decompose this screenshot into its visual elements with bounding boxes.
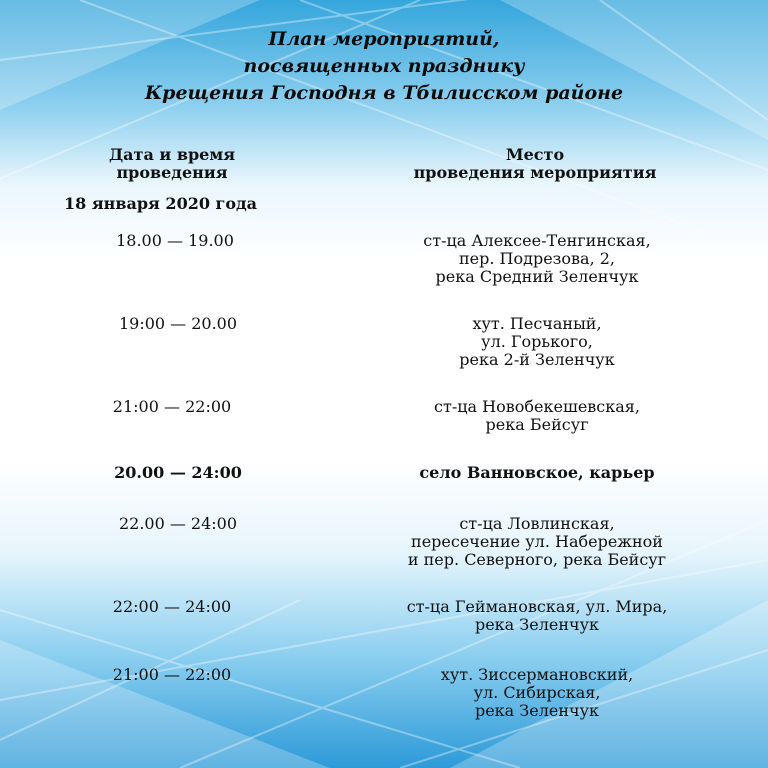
event-place — [372, 666, 702, 720]
event-place-line: село Ванновское, карьер — [419, 463, 655, 482]
event-place-line: пересечение ул. Набережной — [411, 532, 663, 551]
event-time: 19:00 — 20.00 — [118, 314, 238, 333]
title-line-3: Крещения Господня в Тбилисском районе — [144, 82, 624, 104]
event-place-line: река Бейсуг — [485, 415, 589, 434]
event-place-line: река Средний Зеленчук — [435, 267, 639, 286]
page-title — [0, 26, 768, 107]
event-place — [372, 598, 702, 634]
event-place-line: река Зеленчук — [474, 615, 600, 634]
header-place-line-2: проведения мероприятия — [413, 163, 657, 182]
event-place — [372, 398, 702, 434]
event-place-line: хут. Зиссермановский, — [440, 665, 634, 684]
event-place — [372, 315, 702, 369]
event-place — [372, 464, 702, 482]
date-heading: 18 января 2020 года — [64, 194, 258, 213]
event-place — [372, 515, 702, 569]
event-place — [372, 232, 702, 286]
event-place-line: ст-ца Ловлинская, — [459, 514, 615, 533]
header-place-line-1: Место — [505, 145, 565, 164]
header-date-line-2: проведения — [116, 163, 228, 182]
header-date-line-1: Дата и время — [108, 145, 236, 164]
event-time: 21:00 — 22:00 — [112, 397, 232, 416]
event-time: 21:00 — 22:00 — [112, 665, 232, 684]
event-time: 22.00 — 24:00 — [118, 514, 238, 533]
event-time: 20.00 — 24:00 — [114, 463, 242, 482]
event-time: 18.00 — 19.00 — [116, 231, 234, 250]
event-place-line: ст-ца Новобекешевская, — [434, 397, 640, 416]
event-place-line: ст-ца Геймановская, ул. Мира, — [406, 597, 668, 616]
event-place-line: ул. Сибирская, — [473, 683, 601, 702]
event-place-line: ст-ца Алексее-Тенгинская, — [423, 231, 651, 250]
title-line-2: посвященных празднику — [243, 55, 525, 77]
event-time: 22:00 — 24:00 — [112, 597, 232, 616]
event-place-line: хут. Песчаный, — [472, 314, 602, 333]
event-place-line: и пер. Северного, река Бейсуг — [407, 550, 667, 569]
header-place — [385, 146, 685, 182]
title-line-1: План мероприятий, — [268, 28, 500, 50]
event-place-line: река Зеленчук — [474, 701, 600, 720]
event-place-line: река 2-й Зеленчук — [459, 350, 615, 369]
event-place-line: ул. Горького, — [481, 332, 593, 351]
event-place-line: пер. Подрезова, 2, — [458, 249, 616, 268]
header-date-time — [72, 146, 272, 182]
